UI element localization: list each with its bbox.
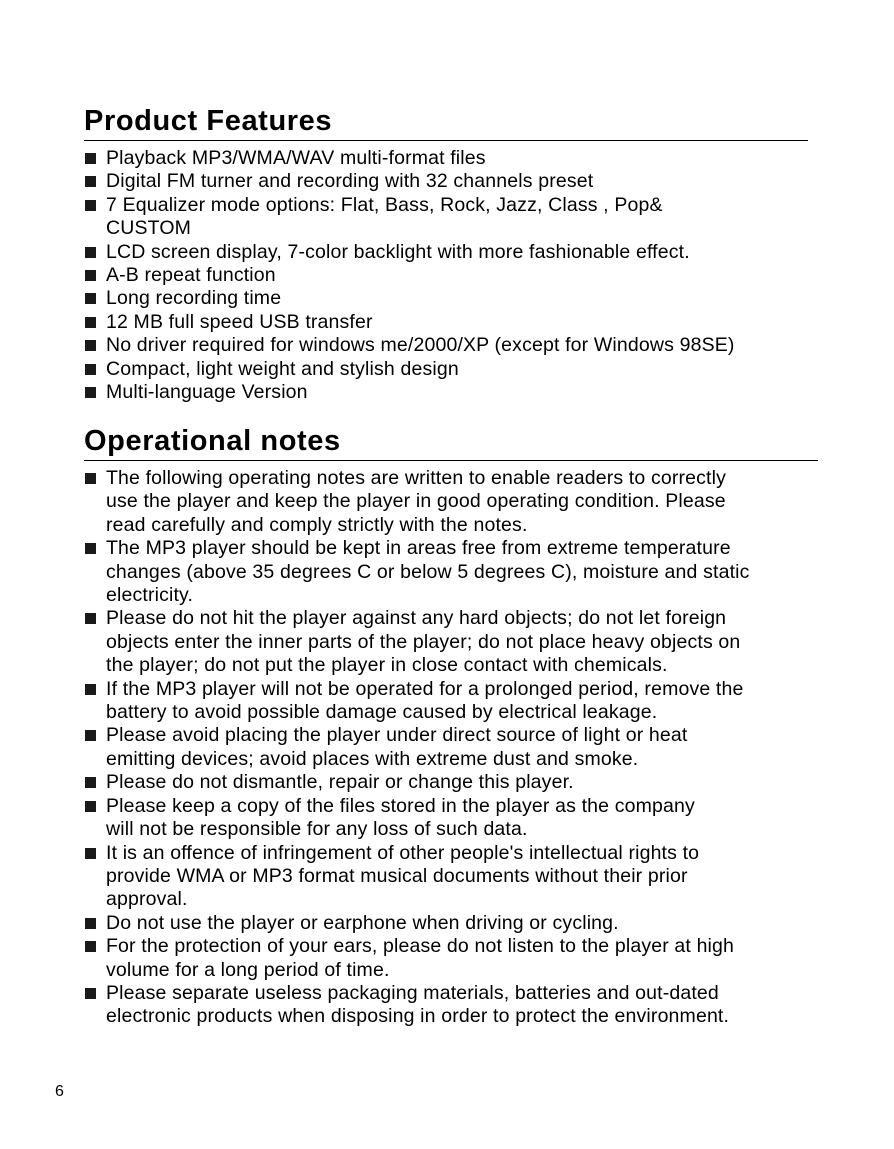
square-bullet-icon [85, 317, 96, 328]
feature-text: 7 Equalizer mode options: Flat, Bass, Rock, Jazz, Class , Pop& CUSTOM [106, 193, 663, 240]
product-features-rule [84, 140, 808, 141]
operational-notes-heading: Operational notes [84, 425, 341, 457]
list-item [84, 678, 866, 725]
square-bullet-icon [85, 801, 96, 812]
feature-text: Playback MP3/WMA/WAV multi-format files [106, 147, 486, 169]
feature-text: Digital FM turner and recording with 32 channels preset [106, 170, 594, 193]
page-number: 6 [55, 1083, 64, 1100]
note-text: Please do not hit the player against any hard objects; do not let foreign objects enter the inner parts of the player; do not place heavy objects on the player; do not put the player in close contact with chemicals. [106, 607, 741, 677]
list-item [84, 287, 808, 310]
note-text: Please do not dismantle, repair or change this player. [106, 771, 574, 794]
square-bullet-icon [85, 270, 96, 281]
feature-text: LCD screen display, 7-color backlight with more fashionable effect. [106, 240, 690, 263]
operational-notes-list [84, 467, 818, 1029]
square-bullet-icon [85, 387, 96, 398]
list-item [84, 334, 808, 357]
square-bullet-icon [85, 473, 96, 484]
square-bullet-icon [85, 364, 96, 375]
square-bullet-icon [85, 918, 96, 929]
operational-notes-section [84, 424, 818, 1029]
list-item [84, 467, 866, 537]
list-item [84, 358, 808, 381]
list-item [84, 795, 866, 842]
list-item [84, 170, 808, 193]
square-bullet-icon [85, 730, 96, 741]
list-item [84, 264, 808, 287]
list-item [84, 935, 866, 982]
list-item [84, 912, 866, 935]
square-bullet-icon [85, 543, 96, 554]
note-text: Do not use the player or earphone when driving or cycling. [106, 911, 619, 934]
square-bullet-icon [85, 200, 96, 211]
square-bullet-icon [85, 988, 96, 999]
note-text: If the MP3 player will not be operated for a prolonged period, remove the battery to avoid possible damage caused by electrical leakage. [106, 677, 744, 724]
operational-notes-rule [84, 460, 818, 461]
list-item [84, 194, 808, 241]
product-features-section [84, 104, 808, 404]
square-bullet-icon [85, 684, 96, 695]
feature-text: Compact, light weight and stylish design [106, 357, 459, 380]
square-bullet-icon [85, 293, 96, 304]
product-features-heading: Product Features [84, 105, 333, 137]
feature-text: 12 MB full speed USB transfer [106, 310, 373, 333]
list-item [84, 724, 866, 771]
square-bullet-icon [85, 247, 96, 258]
list-item [84, 842, 866, 912]
feature-text: Multi-language Version [106, 381, 308, 404]
square-bullet-icon [85, 613, 96, 624]
square-bullet-icon [85, 153, 96, 164]
note-text: The MP3 player should be kept in areas free from extreme temperature changes (above 35 degrees C or below 5 degrees C), moisture and static electricity. [106, 537, 750, 607]
note-text: Please avoid placing the player under direct source of light or heat emitting devices; avoid places with extreme dust and smoke. [106, 724, 688, 770]
feature-text: Long recording time [106, 287, 282, 310]
list-item [84, 607, 866, 677]
list-item [84, 537, 866, 607]
square-bullet-icon [85, 340, 96, 351]
list-item [84, 311, 808, 334]
list-item [84, 147, 808, 170]
feature-text: No driver required for windows me/2000/XP (except for Windows 98SE) [106, 334, 735, 357]
list-item [84, 381, 808, 404]
feature-text: A-B repeat function [106, 264, 276, 287]
product-features-list [84, 147, 808, 404]
square-bullet-icon [85, 777, 96, 788]
note-text: For the protection of your ears, please do not listen to the player at high volume for a long period of time. [106, 935, 735, 981]
note-text: Please separate useless packaging materials, batteries and out-dated electronic products when disposing in order to protect the environment. [106, 981, 730, 1028]
note-text: Please keep a copy of the files stored in the player as the company will not be responsible for any loss of such data. [106, 794, 695, 841]
square-bullet-icon [85, 176, 96, 187]
list-item [84, 241, 808, 264]
note-text: The following operating notes are written to enable readers to correctly use the player and keep the player in good operating condition. Please read carefully and comply strictly with the notes. [106, 467, 726, 536]
note-text: It is an offence of infringement of other people's intellectual rights to provide WMA or MP3 format musical documents without their prior approval. [106, 841, 700, 911]
square-bullet-icon [85, 848, 96, 859]
list-item [84, 771, 866, 794]
square-bullet-icon [85, 941, 96, 952]
list-item [84, 982, 866, 1029]
